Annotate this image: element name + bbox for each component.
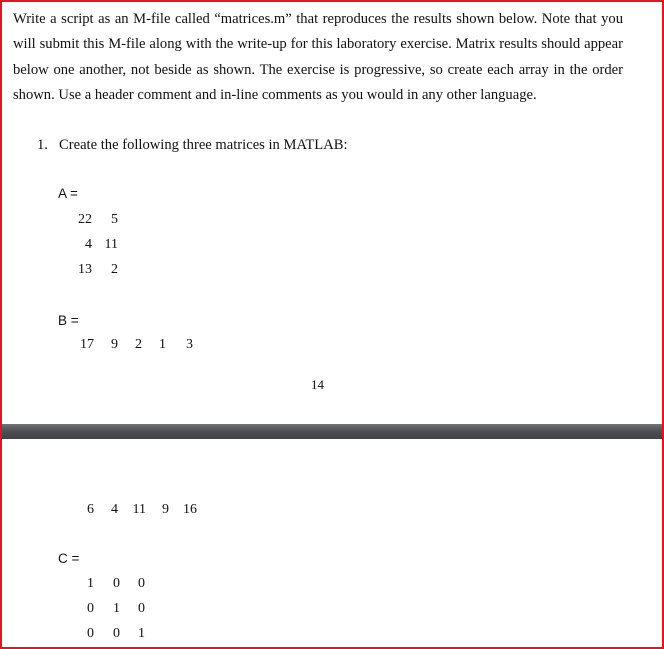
page-number: 14 (311, 377, 324, 392)
list-item-text: Create the following three matrices in MATLAB: (59, 137, 348, 153)
matrix-cell: 17 (80, 337, 94, 352)
matrix-cell: 22 (78, 212, 92, 227)
matrix-cell: 0 (87, 626, 94, 641)
list-item-1 (37, 137, 348, 154)
matrix-cell: 0 (113, 626, 120, 641)
matrix-cell: 16 (183, 502, 197, 517)
page-gap (2, 424, 662, 439)
matrix-cell: 1 (87, 576, 94, 591)
matrix-cell: 2 (135, 337, 142, 352)
matrix-cell: 0 (113, 576, 120, 591)
list-item-number: 1. (37, 137, 48, 153)
matrix-cell: 0 (87, 601, 94, 616)
document-page-2 (2, 439, 662, 647)
matrix-cell: 9 (111, 337, 118, 352)
matrix-c-label: C = (58, 551, 80, 566)
matrix-cell: 9 (162, 502, 169, 517)
matrix-cell: 0 (138, 576, 145, 591)
matrix-cell: 11 (132, 502, 146, 517)
matrix-cell: 1 (159, 337, 166, 352)
matrix-cell: 1 (113, 601, 120, 616)
matrix-cell: 5 (111, 212, 118, 227)
matrix-cell: 13 (78, 262, 92, 277)
matrix-cell: 4 (85, 237, 92, 252)
matrix-a-label: A = (58, 186, 78, 201)
matrix-cell: 3 (186, 337, 193, 352)
matrix-cell: 11 (104, 237, 118, 252)
matrix-cell: 2 (111, 262, 118, 277)
intro-paragraph: Write a script as an M-file called “matrices.m” that reproduces the results shown below. Note that you will submit this M-file along with the write-up for this laboratory exercise. Matrix results should appear below one another, not beside as shown. The exercise is progressive, so create each array in the order shown. Use a header comment and in-line comments as you would in any other language. (13, 11, 623, 103)
matrix-b-label: B = (58, 313, 79, 328)
matrix-cell: 0 (138, 601, 145, 616)
matrix-cell: 6 (87, 502, 94, 517)
matrix-cell: 1 (138, 626, 145, 641)
matrix-cell: 4 (111, 502, 118, 517)
